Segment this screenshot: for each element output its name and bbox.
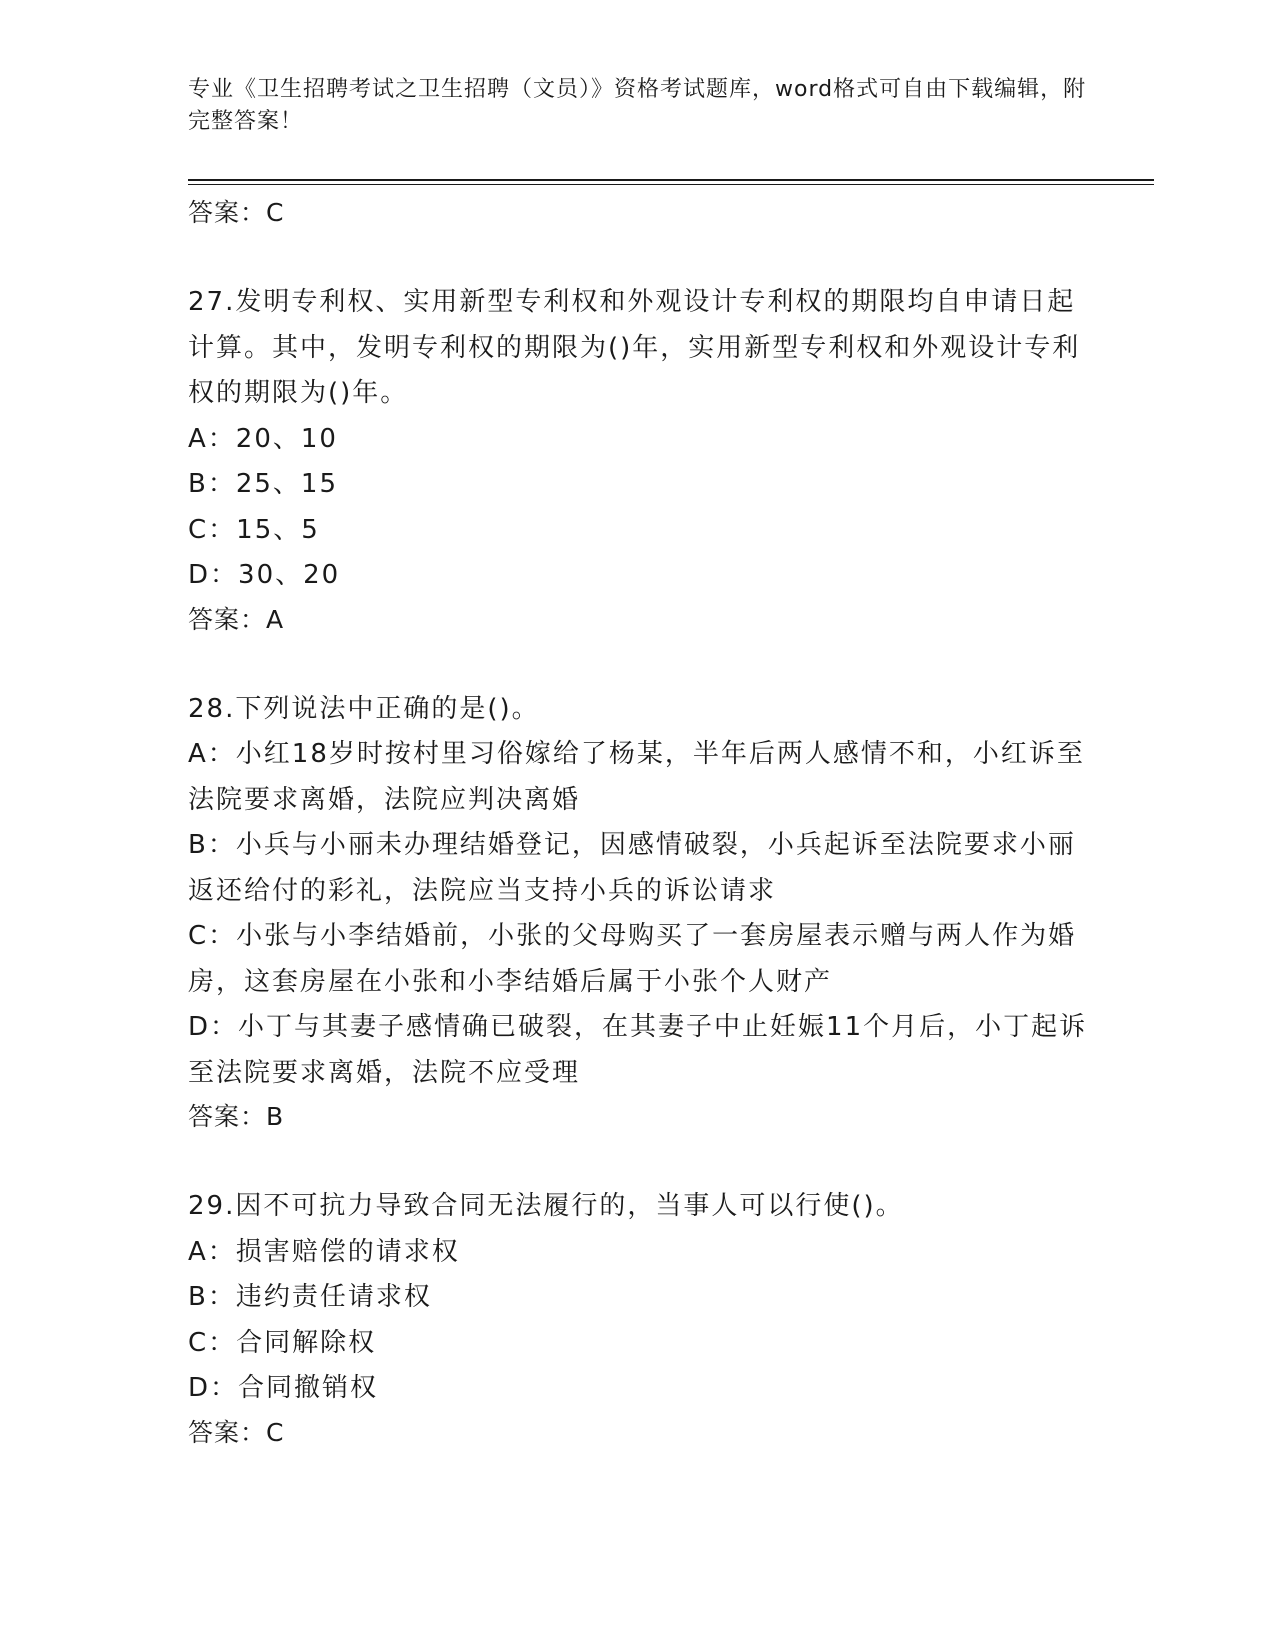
option-c: C：合同解除权 bbox=[188, 1327, 377, 1358]
option-a: A：小红18岁时按村里习俗嫁给了杨某，半年后两人感情不和，小红诉至法院要求离婚，法院应判决离婚 bbox=[188, 739, 1085, 815]
question-answer: 答案：C bbox=[188, 1417, 285, 1447]
option-b: B：违约责任请求权 bbox=[188, 1282, 432, 1312]
question-list bbox=[188, 190, 1088, 1454]
question-28 bbox=[188, 687, 1088, 1139]
option-d: D：小丁与其妻子感情确已破裂，在其妻子中止妊娠11个月后，小丁起诉至法院要求离婚，法院不应受理 bbox=[188, 1012, 1088, 1088]
header-divider-thin bbox=[188, 184, 1154, 185]
question-answer: 答案：B bbox=[188, 1102, 285, 1131]
header-divider-thick bbox=[188, 179, 1154, 181]
option-c: C：小张与小李结婚前，小张的父母购买了一套房屋表示赠与两人作为婚房，这套房屋在小张和小李结婚后属于小张个人财产 bbox=[188, 921, 1077, 997]
question-29 bbox=[188, 1184, 1088, 1454]
option-b: B：小兵与小丽未办理结婚登记，因感情破裂，小兵起诉至法院要求小丽返还给付的彩礼，法院应当支持小兵的诉讼请求 bbox=[188, 830, 1076, 906]
option-b: B：25、15 bbox=[188, 469, 339, 499]
document-header: 专业《卫生招聘考试之卫生招聘（文员）》资格考试题库，word格式可自由下载编辑，附完整答案！ bbox=[188, 77, 1087, 134]
option-a: A：20、10 bbox=[188, 423, 338, 454]
previous-question-answer: 答案：C bbox=[188, 198, 285, 227]
question-stem: 27.发明专利权、实用新型专利权和外观设计专利权的期限均自申请日起计算。其中，发明专利权的期限为()年，实用新型专利权和外观设计专利权的期限为()年。 bbox=[188, 287, 1081, 408]
question-27 bbox=[188, 280, 1088, 641]
option-a: A：损害赔偿的请求权 bbox=[188, 1236, 460, 1267]
option-d: D：合同撤销权 bbox=[188, 1373, 379, 1403]
option-c: C：15、5 bbox=[188, 514, 320, 545]
question-answer: 答案：A bbox=[188, 604, 285, 634]
question-stem: 28.下列说法中正确的是()。 bbox=[188, 693, 540, 724]
question-stem: 29.因不可抗力导致合同无法履行的，当事人可以行使()。 bbox=[188, 1191, 904, 1221]
option-d: D：30、20 bbox=[188, 560, 341, 590]
